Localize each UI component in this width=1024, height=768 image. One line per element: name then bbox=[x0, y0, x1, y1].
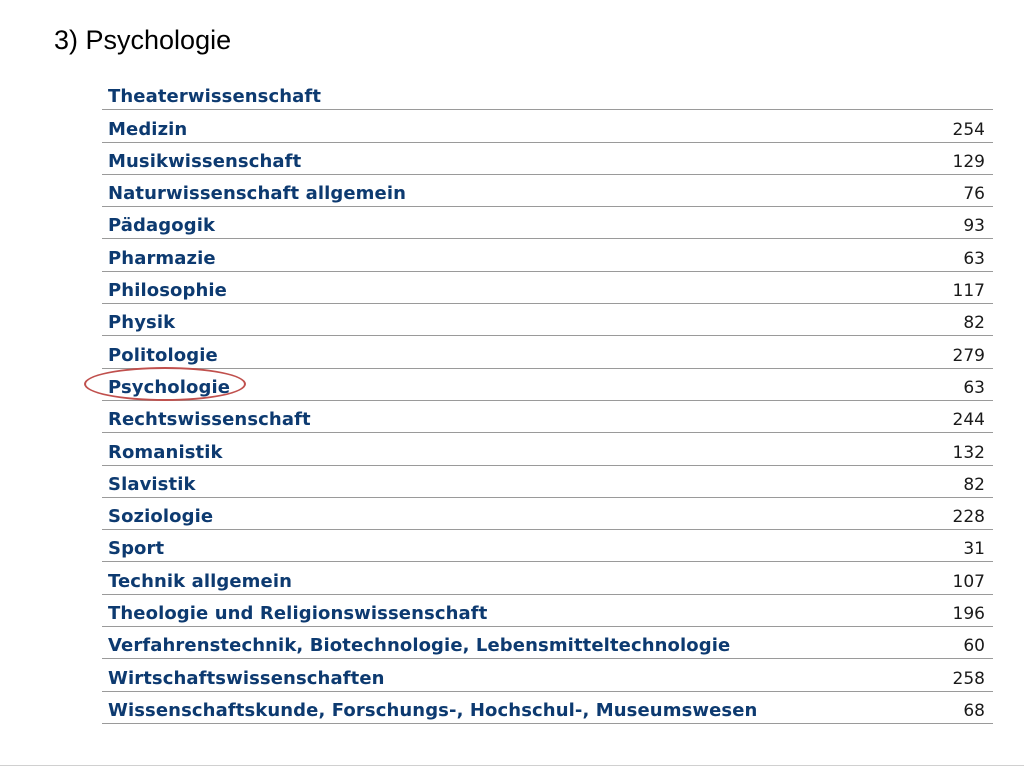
subject-count: 117 bbox=[952, 281, 985, 302]
subject-link[interactable]: Theaterwissenschaft bbox=[108, 86, 322, 108]
list-item[interactable] bbox=[102, 692, 993, 724]
list-item[interactable] bbox=[102, 110, 993, 142]
list-item[interactable] bbox=[102, 466, 993, 498]
subject-link[interactable]: Sport bbox=[108, 538, 165, 560]
subject-count: 244 bbox=[952, 410, 985, 431]
subject-link[interactable]: Physik bbox=[108, 312, 176, 334]
subject-count: 107 bbox=[952, 571, 985, 592]
footer-divider bbox=[0, 765, 1024, 766]
list-item[interactable] bbox=[102, 530, 993, 562]
list-item[interactable] bbox=[102, 433, 993, 465]
subject-link[interactable]: Medizin bbox=[108, 118, 188, 140]
subject-count: 60 bbox=[963, 636, 985, 657]
subject-link[interactable]: Pädagogik bbox=[108, 215, 216, 237]
subject-link[interactable]: Theologie und Religionswissenschaft bbox=[108, 603, 488, 625]
subject-count: 63 bbox=[963, 377, 985, 398]
list-item[interactable] bbox=[102, 336, 993, 368]
subject-count: 258 bbox=[952, 668, 985, 689]
subject-list bbox=[102, 78, 993, 724]
subject-count: 228 bbox=[952, 507, 985, 528]
list-item[interactable] bbox=[102, 627, 993, 659]
subject-link[interactable]: Slavistik bbox=[108, 473, 196, 495]
list-item[interactable] bbox=[102, 562, 993, 594]
list-item[interactable] bbox=[102, 175, 993, 207]
list-item[interactable] bbox=[102, 207, 993, 239]
subject-link[interactable]: Rechtswissenschaft bbox=[108, 409, 311, 431]
list-item[interactable] bbox=[102, 595, 993, 627]
subject-link[interactable]: Naturwissenschaft allgemein bbox=[108, 183, 407, 205]
slide-title: 3) Psychologie bbox=[54, 25, 232, 55]
list-item[interactable] bbox=[102, 304, 993, 336]
subject-count: 129 bbox=[952, 151, 985, 172]
subject-link[interactable]: Wirtschaftswissenschaften bbox=[108, 667, 385, 689]
list-item[interactable] bbox=[102, 369, 993, 401]
subject-count: 93 bbox=[963, 216, 985, 237]
list-item[interactable] bbox=[102, 401, 993, 433]
subject-link[interactable]: Romanistik bbox=[108, 441, 223, 463]
list-item[interactable] bbox=[102, 78, 993, 110]
subject-count: 82 bbox=[963, 474, 985, 495]
subject-count: 82 bbox=[963, 313, 985, 334]
subject-link[interactable]: Psychologie bbox=[108, 376, 231, 398]
subject-count: 68 bbox=[963, 700, 985, 721]
list-item[interactable] bbox=[102, 272, 993, 304]
list-item[interactable] bbox=[102, 498, 993, 530]
subject-count: 196 bbox=[952, 604, 985, 625]
subject-count: 132 bbox=[952, 442, 985, 463]
subject-link[interactable]: Pharmazie bbox=[108, 247, 216, 269]
subject-link[interactable]: Technik allgemein bbox=[108, 570, 293, 592]
subject-count: 279 bbox=[952, 345, 985, 366]
subject-link[interactable]: Philosophie bbox=[108, 280, 227, 302]
subject-count: 254 bbox=[952, 119, 985, 140]
subject-count: 31 bbox=[963, 539, 985, 560]
list-item[interactable] bbox=[102, 239, 993, 271]
subject-count: 63 bbox=[963, 248, 985, 269]
list-item[interactable] bbox=[102, 659, 993, 691]
list-item[interactable] bbox=[102, 143, 993, 175]
subject-link[interactable]: Verfahrenstechnik, Biotechnologie, Lebensmitteltechnologie bbox=[108, 635, 731, 657]
subject-count: 76 bbox=[963, 184, 985, 205]
subject-link[interactable]: Soziologie bbox=[108, 506, 214, 528]
subject-link[interactable]: Politologie bbox=[108, 344, 218, 366]
subject-link[interactable]: Musikwissenschaft bbox=[108, 150, 302, 172]
subject-link[interactable]: Wissenschaftskunde, Forschungs-, Hochschul-, Museumswesen bbox=[108, 699, 758, 721]
